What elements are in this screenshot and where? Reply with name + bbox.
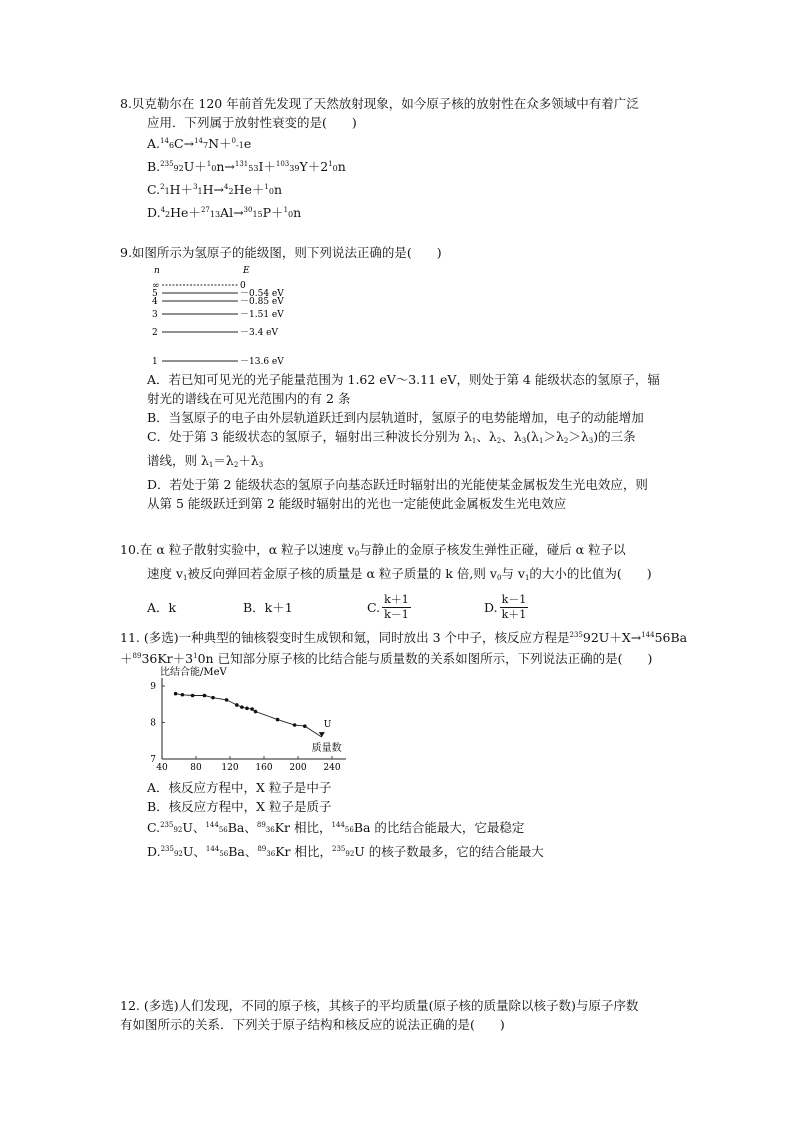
- q12-stem-line2: 有如图所示的关系．下列关于原子结构和核反应的说法正确的是( ): [120, 1017, 505, 1032]
- q10-option-c: C. $\frac{k+1}{k-1}$: [367, 592, 409, 621]
- data-point: [203, 694, 207, 698]
- x-tick-label: 120: [221, 763, 239, 773]
- y-tick-label: 7: [150, 755, 156, 765]
- q8-option-d: D.$^4$2He＋$^{27}$13Al→$^{30}$15P＋$^1$0n: [147, 205, 302, 220]
- x-tick-label: 240: [323, 763, 341, 773]
- q8-option-c: C.$^2$1H＋$^3$1H→$^4$2He＋$^1$0n: [147, 182, 282, 197]
- question-12: [120, 996, 700, 1034]
- level-energy-label: －3.4 eV: [240, 328, 278, 338]
- data-point: [240, 705, 244, 709]
- q11-stem-line2: $+^{89}36Kr+3^10n$ 已知部分原子核的比结合能与质量数的关系如图所示，下列说法正确的是( ): [120, 651, 653, 666]
- q11-option-b: B．核反应方程中，X 粒子是质子: [147, 799, 332, 814]
- e-header: E: [243, 266, 250, 276]
- level-energy-label: －0.54 eV: [240, 289, 284, 299]
- energy-level-diagram: [148, 262, 288, 370]
- arrow-head: [319, 732, 325, 737]
- data-point: [245, 706, 249, 710]
- data-point: [181, 693, 185, 697]
- question-11: [120, 626, 700, 668]
- u-annotation: U: [323, 720, 332, 731]
- q11-option-a: A．核反应方程中，X 粒子是中子: [147, 780, 332, 795]
- q10-options: [120, 588, 700, 626]
- x-tick-label: 40: [156, 763, 168, 773]
- q11-stem-line1: 11. (多选)一种典型的铀核裂变时生成钡和氪，同时放出 3 个中子，核反应方程是$^{235}$92U＋X→$^{144}$56Ba: [120, 630, 688, 645]
- data-point: [303, 724, 307, 728]
- level-n-label: ∞: [152, 281, 160, 291]
- q10-stem-line2: 速度 $v_1$被反向弹回若金原子核的质量是 α 粒子质量的 k 倍,则 $v_0$与 $v_1$的大小的比值为( ): [147, 566, 652, 582]
- level-energy-label: 0: [240, 281, 246, 291]
- level-energy-label: －0.85 eV: [240, 297, 284, 307]
- x-tick-label: 160: [255, 763, 273, 773]
- y-tick-label: 9: [150, 682, 156, 692]
- level-n-label: 3: [152, 310, 158, 320]
- data-point: [276, 718, 280, 722]
- chart-xlabel: 质量数: [311, 743, 342, 754]
- level-energy-label: －1.51 eV: [240, 310, 284, 320]
- data-point: [211, 696, 215, 700]
- data-point: [191, 694, 195, 698]
- q9-option-c-line1: C．处于第 3 能级状态的氢原子，辐射出三种波长分别为 $\lambda_1$、$\lambda_2$、$\lambda_3(\lambda_1>\lambda_2>\lambda_3)$的三条: [147, 429, 636, 445]
- y-tick-label: 8: [150, 718, 156, 729]
- data-point: [254, 710, 258, 714]
- data-point: [235, 703, 239, 707]
- question-9-options: [120, 370, 700, 513]
- chart-ylabel: 比结合能/MeV: [160, 667, 227, 678]
- q9-stem: 9.如图所示为氢原子的能级图，则下列说法正确的是( ): [120, 245, 442, 260]
- x-tick-label: 80: [190, 763, 202, 773]
- q9-option-d-line1: D．若处于第 2 能级状态的氢原子向基态跃迁时辐射出的光能使某金属板发生光电效应，则: [147, 477, 648, 492]
- data-point: [293, 723, 297, 727]
- data-point: [174, 692, 178, 696]
- binding-energy-chart: [140, 664, 350, 776]
- q8-option-b: $B.^{235}92U+^10n\to^{131}53I+^{103}39Y+2^10n$: [147, 159, 346, 174]
- q10-stem-line1: 10.在 α 粒子散射实验中，α 粒子以速度 $v_0$与静止的金原子核发生弹性正碰，碰后 α 粒子以: [120, 542, 626, 558]
- level-n-label: 4: [152, 297, 158, 307]
- q10-option-a: A．k: [147, 599, 177, 615]
- q9-option-a-line2: 射光的谱线在可见光范围内的有 2 条: [147, 391, 351, 406]
- question-11-options: [120, 778, 700, 864]
- q9-option-b: B．当氢原子的电子由外层轨道跃迁到内层轨道时，氢原子的电势能增加，电子的动能增加: [147, 410, 644, 425]
- data-point: [225, 698, 229, 702]
- q8-stem-line2: 应用．下列属于放射性衰变的是( ): [147, 115, 357, 130]
- question-10: [120, 540, 700, 626]
- level-n-label: 5: [152, 289, 158, 299]
- q9-option-d-line2: 从第 5 能级跃迁到第 2 能级时辐射出的光也一定能使此金属板发生光电效应: [147, 496, 567, 511]
- level-energy-label: －13.6 eV: [240, 357, 284, 367]
- q9-option-c-line2: 谱线，则 $\lambda_1=\lambda_2+\lambda_3$: [147, 453, 264, 469]
- series-line: [176, 694, 322, 737]
- level-n-label: 1: [152, 357, 158, 367]
- question-9: [120, 243, 700, 262]
- q10-option-b: B．k＋1: [243, 599, 293, 615]
- q10-option-d: D. $\frac{k-1}{k+1}$: [484, 592, 527, 621]
- n-header: n: [154, 266, 160, 276]
- q8-stem-line1: 8.贝克勒尔在 120 年前首先发现了天然放射现象，如今原子核的放射性在众多领域中有着广泛: [120, 96, 639, 111]
- q11-option-c: C.$^{235}$92U、$^{144}$56Ba、$^{89}$36Kr 相比，$^{144}$56Ba 的比结合能最大，它最稳定: [147, 820, 525, 835]
- q8-option-a: A.$^{14}$6C→$^{14}$7N＋$^0$-1e: [147, 136, 252, 151]
- q11-option-d: D.$^{235}$92U、$^{144}$56Ba、$^{89}$36Kr 相比，$^{235}$92U 的核子数最多，它的结合能最大: [147, 844, 544, 859]
- x-tick-label: 200: [289, 763, 307, 773]
- q12-stem-line1: 12. (多选)人们发现，不同的原子核，其核子的平均质量(原子核的质量除以核子数)与原子序数: [120, 998, 639, 1013]
- q9-option-a-line1: A．若已知可见光的光子能量范围为 1.62 eV～3.11 eV，则处于第 4 能级状态的氢原子，辐: [147, 372, 660, 387]
- data-point: [250, 707, 254, 711]
- question-8: [120, 94, 700, 224]
- level-n-label: 2: [152, 328, 158, 338]
